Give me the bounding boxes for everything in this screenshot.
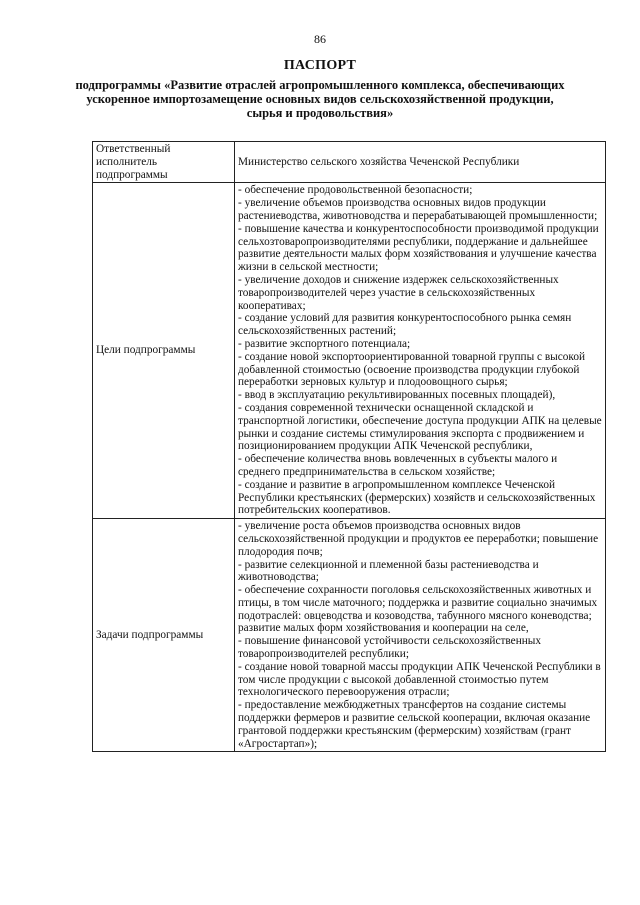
goal-item: - развитие экспортного потенциала;	[238, 337, 411, 350]
responsible-value: Министерство сельского хозяйства Чеченской Республики	[235, 142, 606, 183]
goals-label: Цели подпрограммы	[93, 183, 235, 519]
goal-item: - увеличение доходов и снижение издержек сельскохозяйственных товаропроизводителей через участие в сельскохозяйственных кооперативах;	[238, 273, 559, 312]
task-item: - развитие селекционной и племенной базы растениеводства и животноводства;	[238, 558, 539, 584]
table-row-goals	[93, 183, 606, 519]
goal-item: - повышение качества и конкурентоспособности производимой продукции сельхозтоваропроизводителями республики, поддержание и дальнейшее развитие деятельности малых форм хозяйствования и улучшение качества жизни в сельской местности;	[238, 222, 599, 274]
task-item: - создание новой товарной массы продукции АПК Чеченской Республики в том числе продукции с высокой добавленной стоимостью путем технологического перевооружения отрасли;	[238, 660, 601, 699]
responsible-label: Ответственный исполнитель подпрограммы	[93, 142, 235, 183]
goal-item: - обеспечение продовольственной безопасности;	[238, 184, 473, 197]
goal-item: - создание и развитие в агропромышленном комплексе Чеченской Республики крестьянских (фермерских) хозяйств и сельскохозяйственных потребительских кооперативов.	[238, 478, 596, 517]
document-subtitle: подпрограммы «Развитие отраслей агропромышленного комплекса, обеспечивающих ускоренное импортозамещение основных видов сельскохозяйственной продукции, сырья и продовольствия»	[75, 78, 565, 120]
task-item: - увеличение роста объемов производства основных видов сельскохозяйственной продукции и продуктов ее переработки; повышение плодородия почв;	[238, 520, 599, 558]
table-row-responsible	[93, 142, 606, 183]
goal-item: - создание условий для развития конкурентоспособного рынка семян сельскохозяйственных растений;	[238, 312, 572, 338]
goals-list	[235, 183, 606, 519]
task-item: - повышение финансовой устойчивости сельскохозяйственных товаропроизводителей республики;	[238, 635, 542, 661]
tasks-label: Задачи подпрограммы	[93, 519, 235, 752]
passport-table	[92, 141, 606, 752]
task-item: - обеспечение сохранности поголовья сельскохозяйственных животных и птицы, в том числе маточного; поддержка и развитие социально значимых подотраслей: овцеводства и козоводства, табунного мясного коневодства; развитие малых форм хозяйствования и кооперации на селе,	[238, 584, 598, 635]
tasks-list	[235, 519, 606, 752]
goal-item: - увеличение объемов производства основных видов продукции растениеводства, животноводства и перерабатывающей промышленности;	[238, 197, 598, 222]
page-number: 86	[314, 32, 326, 46]
goal-item: - создания современной технически оснащенной складской и транспортной логистики, обеспечение доступа продукции АПК на целевые рынки и создание системы стимулирования экспорта с продвижением и позиционированием продукции АПК Чеченской республики,	[238, 401, 602, 453]
goal-item: - обеспечение количества вновь вовлеченных в субъекты малого и среднего предпринимательства в сельском хозяйстве;	[238, 453, 558, 478]
goal-item: - создание новой экспортоориентированной товарной группы с высокой добавленной стоимостью (освоение производства продукции глубокой переработки зерновых культур и плодоовощного сырья;	[238, 350, 586, 389]
task-item: - предоставление межбюджетных трансфертов на создание системы поддержки фермеров и развитие сельской кооперации, включая оказание грантовой поддержки крестьянским (фермерским) хозяйствам (грант «Агростартап»);	[238, 699, 591, 750]
document-title: ПАСПОРТ	[283, 58, 357, 73]
goal-item: - ввод в эксплуатацию рекультивированных посевных площадей),	[238, 389, 556, 402]
table-row-tasks	[93, 519, 606, 752]
